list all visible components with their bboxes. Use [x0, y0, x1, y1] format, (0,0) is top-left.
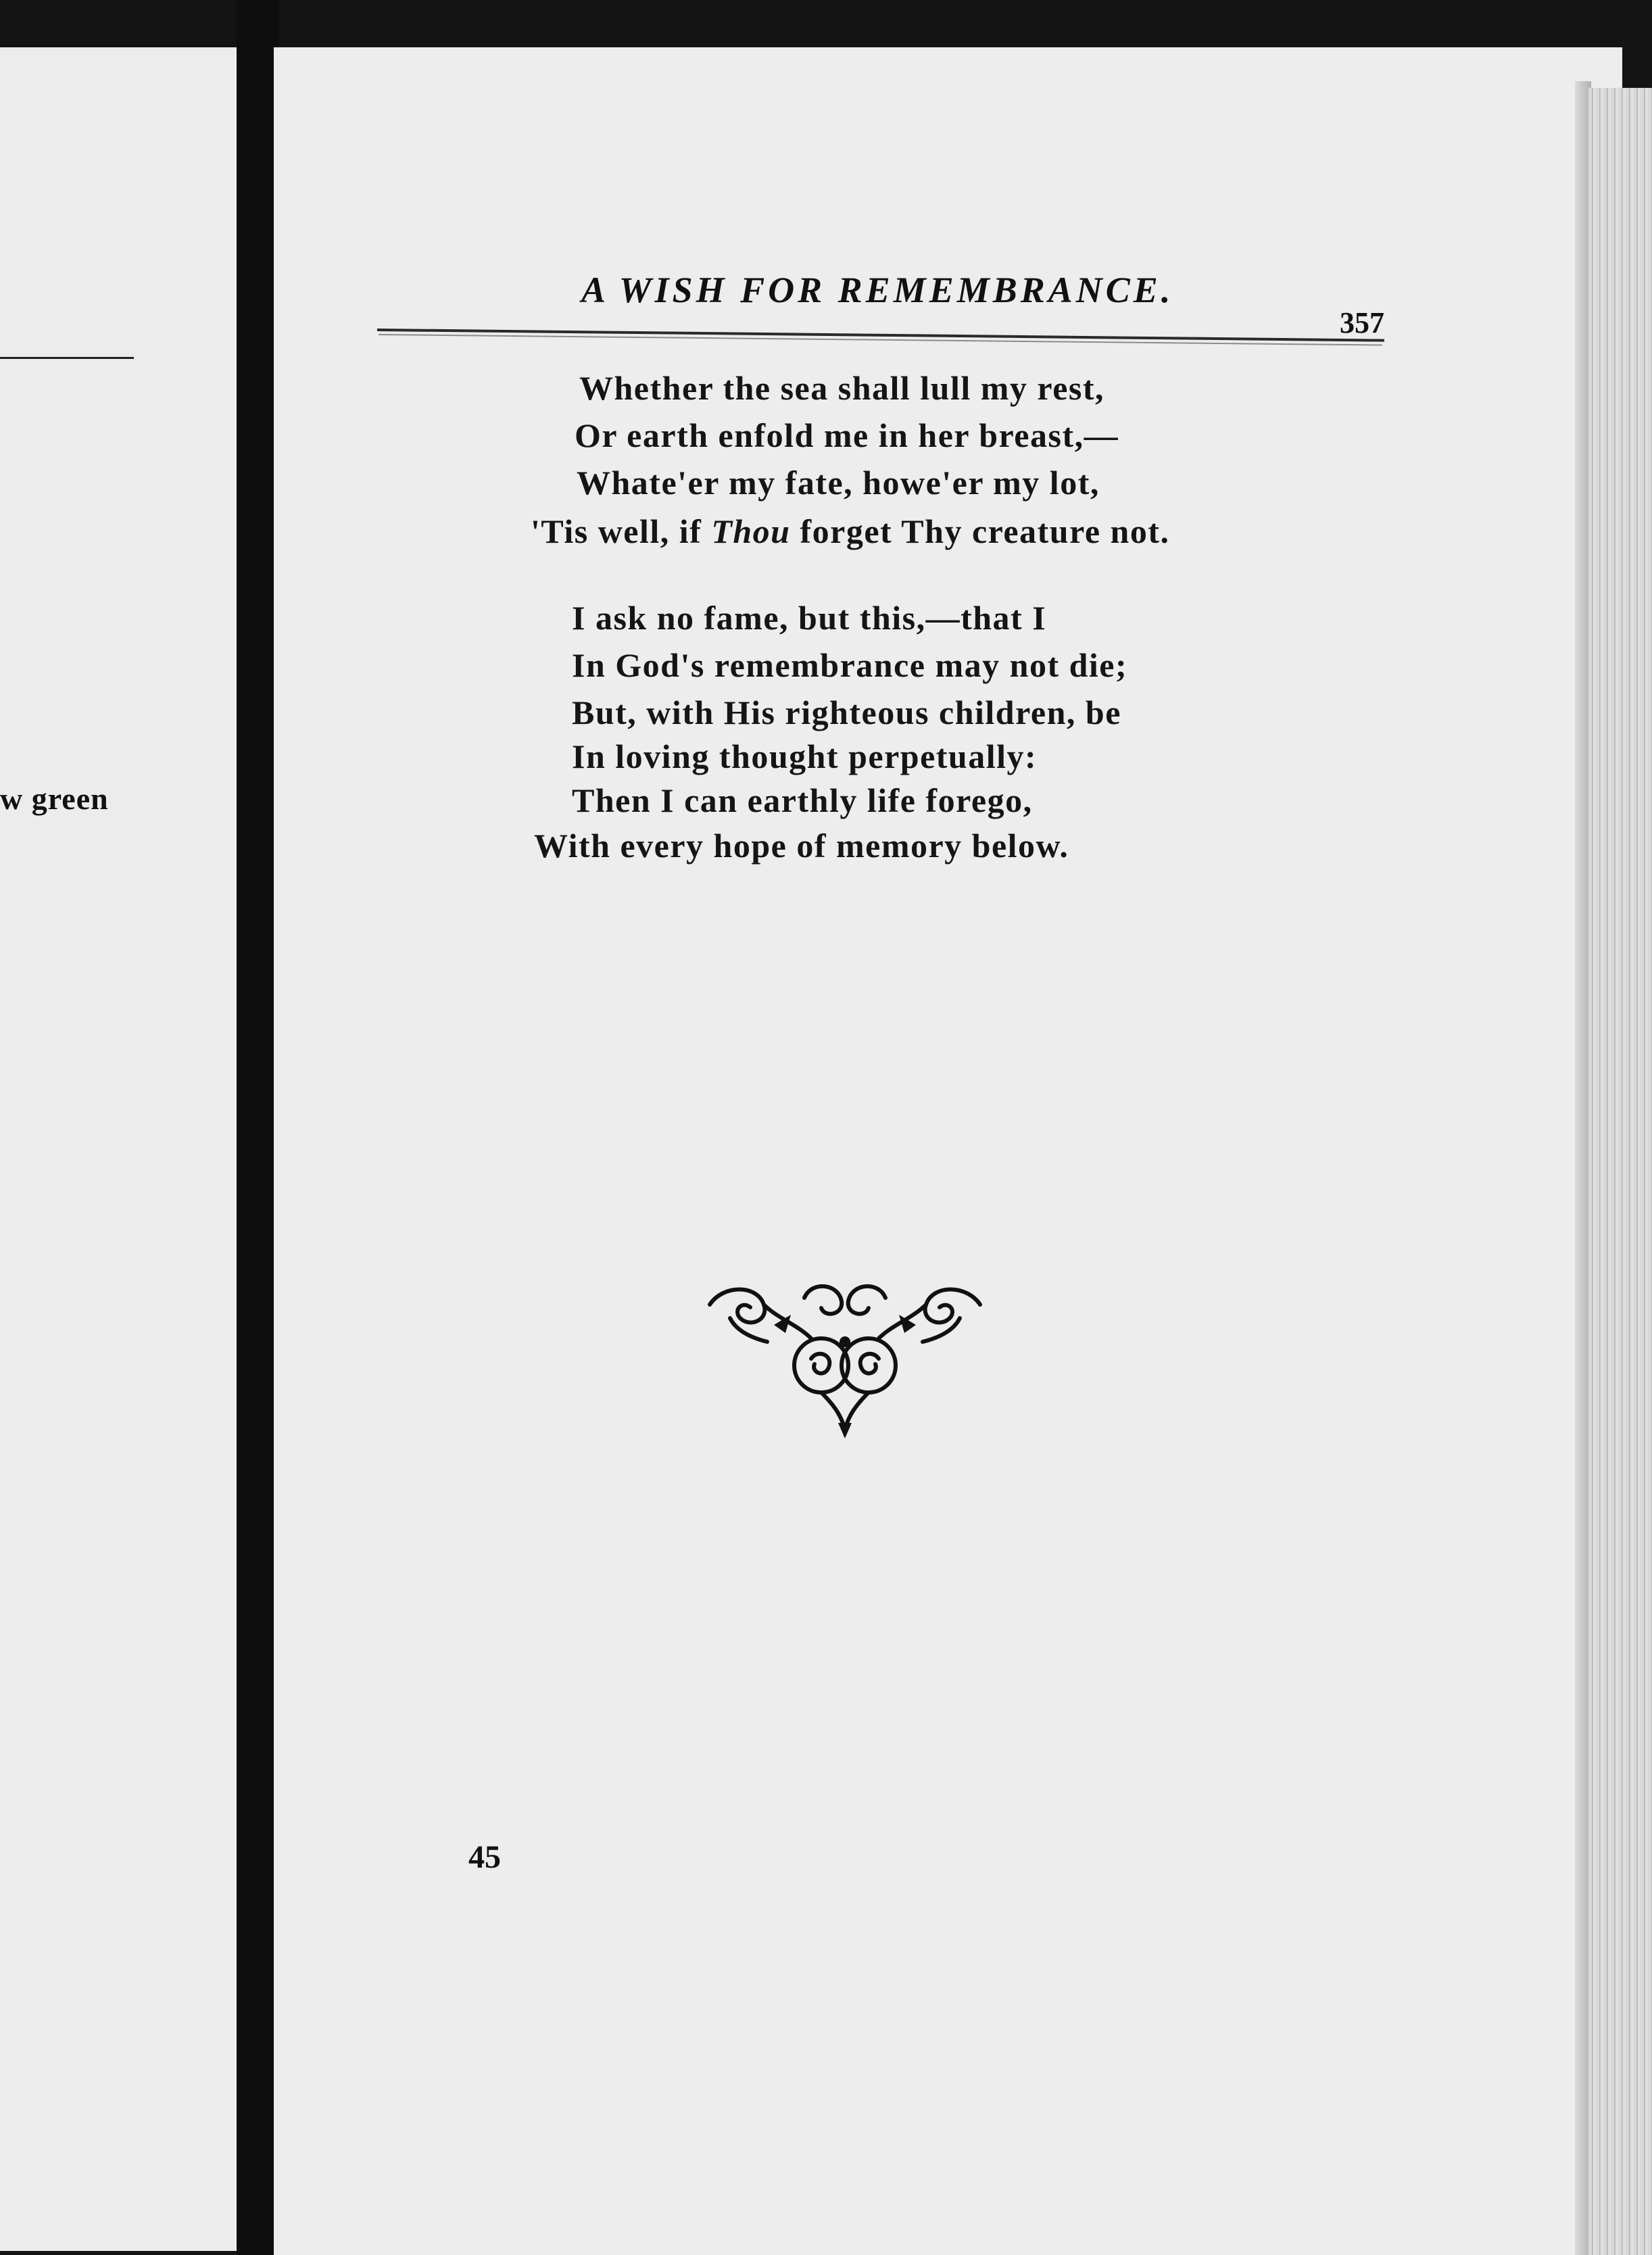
poem-line-part: 'Tis well, if: [531, 512, 712, 550]
left-page: [0, 47, 237, 2251]
running-head: A WISH FOR REMEMBRANCE.: [581, 270, 1174, 310]
poem-line-part: forget Thy creature not.: [790, 512, 1170, 550]
poem-line: But, with His righteous children, be: [572, 694, 1121, 731]
poem-line: [531, 512, 1170, 551]
poem-line-italic: Thou: [711, 512, 791, 550]
poem-line: Whether the sea shall lull my rest,: [579, 369, 1105, 407]
page-stack-edges: [1588, 88, 1652, 2255]
poem-line: In God's remembrance may not die;: [572, 646, 1128, 684]
poem-line: Then I can earthly life forego,: [572, 781, 1033, 819]
book-gutter: [237, 0, 278, 2255]
poem-line: Whate'er my fate, howe'er my lot,: [577, 464, 1100, 502]
poem-line: I ask no fame, but this,—that I: [572, 599, 1047, 637]
page-number: 357: [1340, 306, 1384, 339]
left-page-rule: [0, 357, 134, 359]
poem-line: Or earth enfold me in her breast,—: [575, 416, 1119, 454]
poem-line: With every hope of memory below.: [534, 827, 1069, 865]
poem-line: In loving thought perpetually:: [572, 737, 1038, 775]
ornament-icon: [703, 1278, 987, 1440]
signature-number: 45: [468, 1839, 501, 1875]
left-page-fragment: w green: [0, 781, 109, 816]
